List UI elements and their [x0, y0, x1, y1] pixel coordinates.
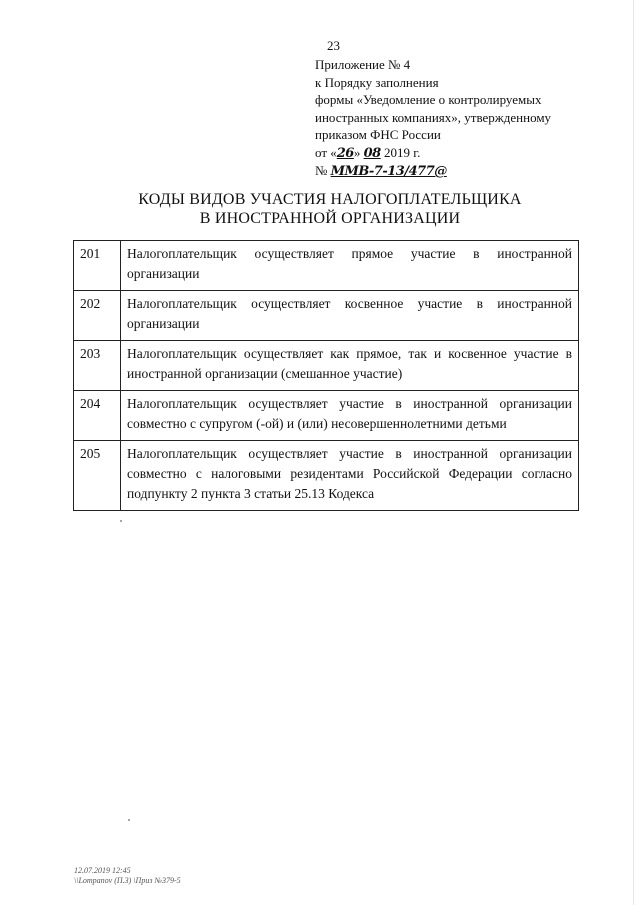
- table-row: [74, 391, 579, 441]
- code-cell: 202: [74, 291, 121, 341]
- document-title: [60, 190, 600, 228]
- order-number: [315, 162, 605, 181]
- description-cell: Налогоплательщик осуществляет участие в иностранной организации совместно с налоговыми резидентами Российской Федерации согласно подпункту 2 пункта 3 статьи 25.13 Кодекса: [121, 441, 579, 511]
- code-cell: 201: [74, 241, 121, 291]
- date-month-handwritten: 08: [363, 145, 381, 161]
- appendix-line-4: иностранных компаниях», утвержденному: [315, 109, 552, 125]
- number-prefix: №: [315, 163, 331, 178]
- description-cell: Налогоплательщик осуществляет прямое участие в иностранной организации: [121, 241, 579, 291]
- date-year: 2019 г.: [380, 144, 421, 160]
- date-prefix: от «: [315, 144, 337, 160]
- order-number-handwritten: ММВ-7-13/477@: [330, 164, 447, 179]
- order-date: [315, 144, 605, 163]
- table-row: [74, 241, 579, 291]
- codes-table: [73, 240, 579, 511]
- footer-timestamp: 12.07.2019 12:45: [74, 866, 131, 875]
- print-footer: [74, 866, 181, 886]
- date-day-handwritten: 26: [336, 145, 354, 161]
- description-cell: Налогоплательщик осуществляет косвенное участие в иностранной организации: [121, 291, 579, 341]
- title-line-1: КОДЫ ВИДОВ УЧАСТИЯ НАЛОГОПЛАТЕЛЬЩИКА: [138, 191, 522, 208]
- scan-speck: [120, 520, 122, 522]
- code-cell: 203: [74, 341, 121, 391]
- appendix-line-1: Приложение № 4: [315, 57, 411, 72]
- footer-path: \\Lompanov (П.3) \Приз №379-5: [74, 876, 181, 885]
- code-cell: 205: [74, 441, 121, 511]
- page-number: 23: [327, 38, 340, 53]
- appendix-line-2: к Порядку заполнения: [315, 74, 439, 90]
- table-row: [74, 441, 579, 511]
- table-row: [74, 291, 579, 341]
- scan-edge: [633, 0, 634, 905]
- code-cell: 204: [74, 391, 121, 441]
- description-cell: Налогоплательщик осуществляет участие в иностранной организации совместно с супругом (-ой) и (или) несовершеннолетними детьми: [121, 391, 579, 441]
- appendix-line-3: формы «Уведомление о контролируемых: [315, 92, 542, 107]
- description-cell: Налогоплательщик осуществляет как прямое, так и косвенное участие в иностранной организации (смешанное участие): [121, 341, 579, 391]
- date-mid: »: [353, 144, 364, 160]
- appendix-line-5: приказом ФНС России: [315, 127, 441, 142]
- scan-speck: [128, 819, 130, 821]
- appendix-header: [315, 56, 605, 181]
- title-line-2: В ИНОСТРАННОЙ ОРГАНИЗАЦИИ: [199, 210, 461, 227]
- table-row: [74, 341, 579, 391]
